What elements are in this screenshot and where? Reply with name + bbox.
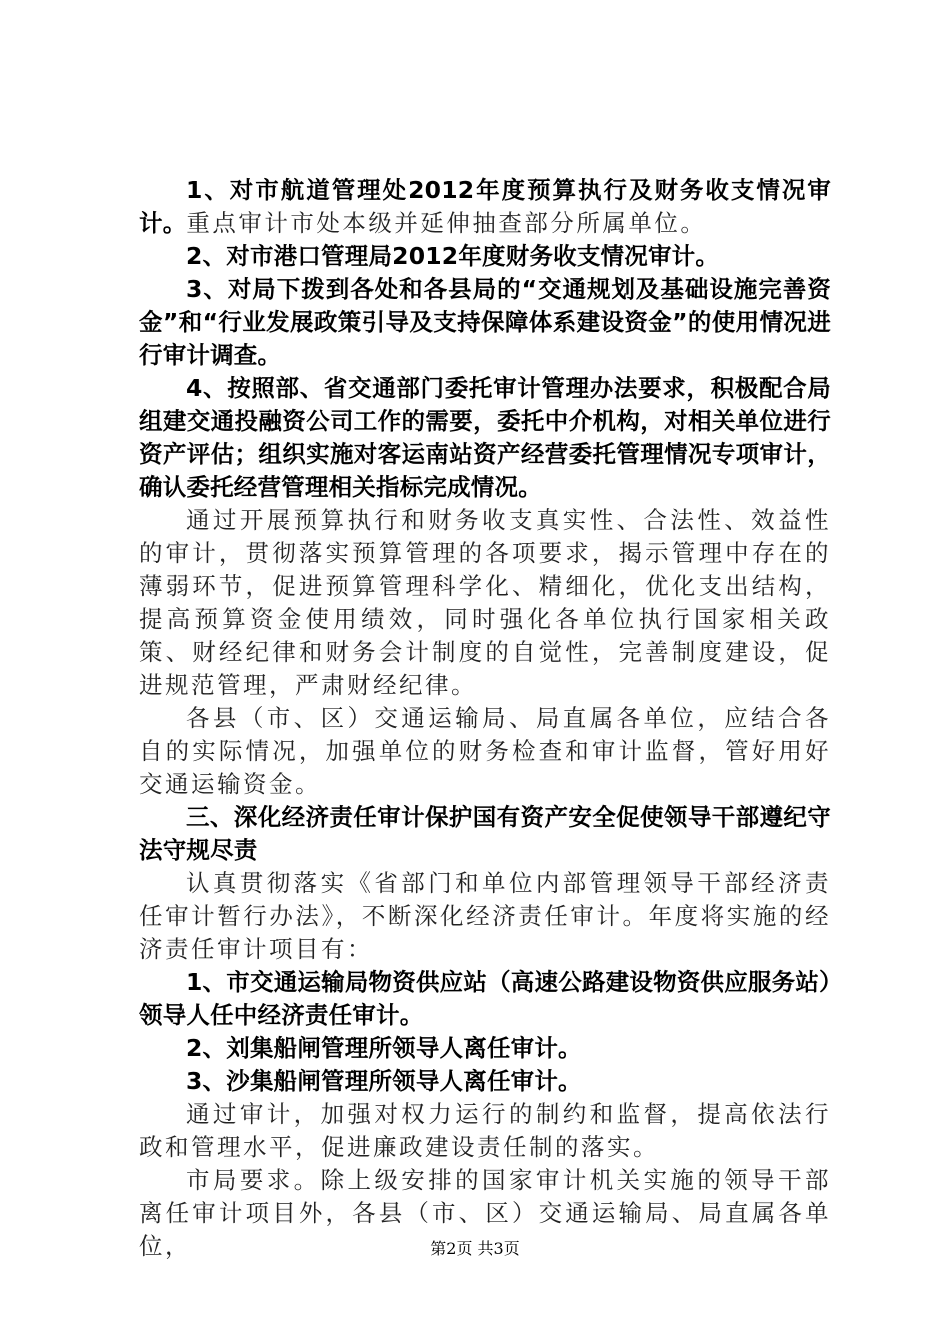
paragraph: 通过开展预算执行和财务收支真实性、合法性、效益性的审计，贯彻落实预算管理的各项要求，揭示管理中存在的薄弱环节，促进预算管理科学化、精细化，优化支出结构，提高预算资金使用绩效，同时强化各单位执行国家相关政策、财经纪律和财务会计制度的自觉性，完善制度建设，促进规范管理，严肃财经纪律。 bbox=[139, 506, 831, 699]
paragraph: 市局要求。除上级安排的国家审计机关实施的领导干部离任审计项目外，各县（市、区）交通运输局、局直属各单位， bbox=[139, 1166, 831, 1260]
paragraph: 2、刘集船闸管理所领导人离任审计。 bbox=[186, 1034, 582, 1062]
document-body bbox=[139, 174, 831, 1263]
paragraph-continuation: 重点审计市处本级并延伸抽查部分所属单位。 bbox=[186, 209, 707, 237]
paragraph: 4、按照部、省交通部门委托审计管理办法要求，积极配合局组建交通投融资公司工作的需要，委托中介机构，对相关单位进行资产评估；组织实施对客运南站资产经营委托管理情况专项审计，确认委托经营管理相关指标完成情况。 bbox=[139, 374, 831, 501]
page-number-footer: 第2页 共3页 bbox=[430, 1239, 520, 1258]
paragraph: 3、对局下拨到各处和各县局的“交通规划及基础设施完善资金”和“行业发展政策引导及支持保障体系建设资金”的使用情况进行审计调查。 bbox=[139, 275, 831, 369]
paragraph: 3、沙集船闸管理所领导人离任审计。 bbox=[186, 1067, 582, 1095]
paragraph: 2、对市港口管理局2012年度财务收支情况审计。 bbox=[186, 242, 720, 270]
paragraph: 认真贯彻落实《省部门和单位内部管理领导干部经济责任审计暂行办法》，不断深化经济责任审计。年度将实施的经济责任审计项目有： bbox=[139, 869, 831, 963]
paragraph: 通过审计，加强对权力运行的制约和监督，提高依法行政和管理水平，促进廉政建设责任制的落实。 bbox=[139, 1100, 831, 1161]
paragraph: 1、对市航道管理处2012年度预算执行及财务收支情况审计。重点审计市处本级并延伸抽查部分所属单位。 bbox=[139, 176, 831, 237]
paragraph: 各县（市、区）交通运输局、局直属各单位，应结合各自的实际情况，加强单位的财务检查和审计监督，管好用好交通运输资金。 bbox=[139, 704, 831, 798]
paragraph: 1、市交通运输局物资供应站（高速公路建设物资供应服务站）领导人任中经济责任审计。 bbox=[139, 968, 831, 1029]
section-heading: 三、深化经济责任审计保护国有资产安全促使领导干部遵纪守法守规尽责 bbox=[139, 803, 831, 864]
